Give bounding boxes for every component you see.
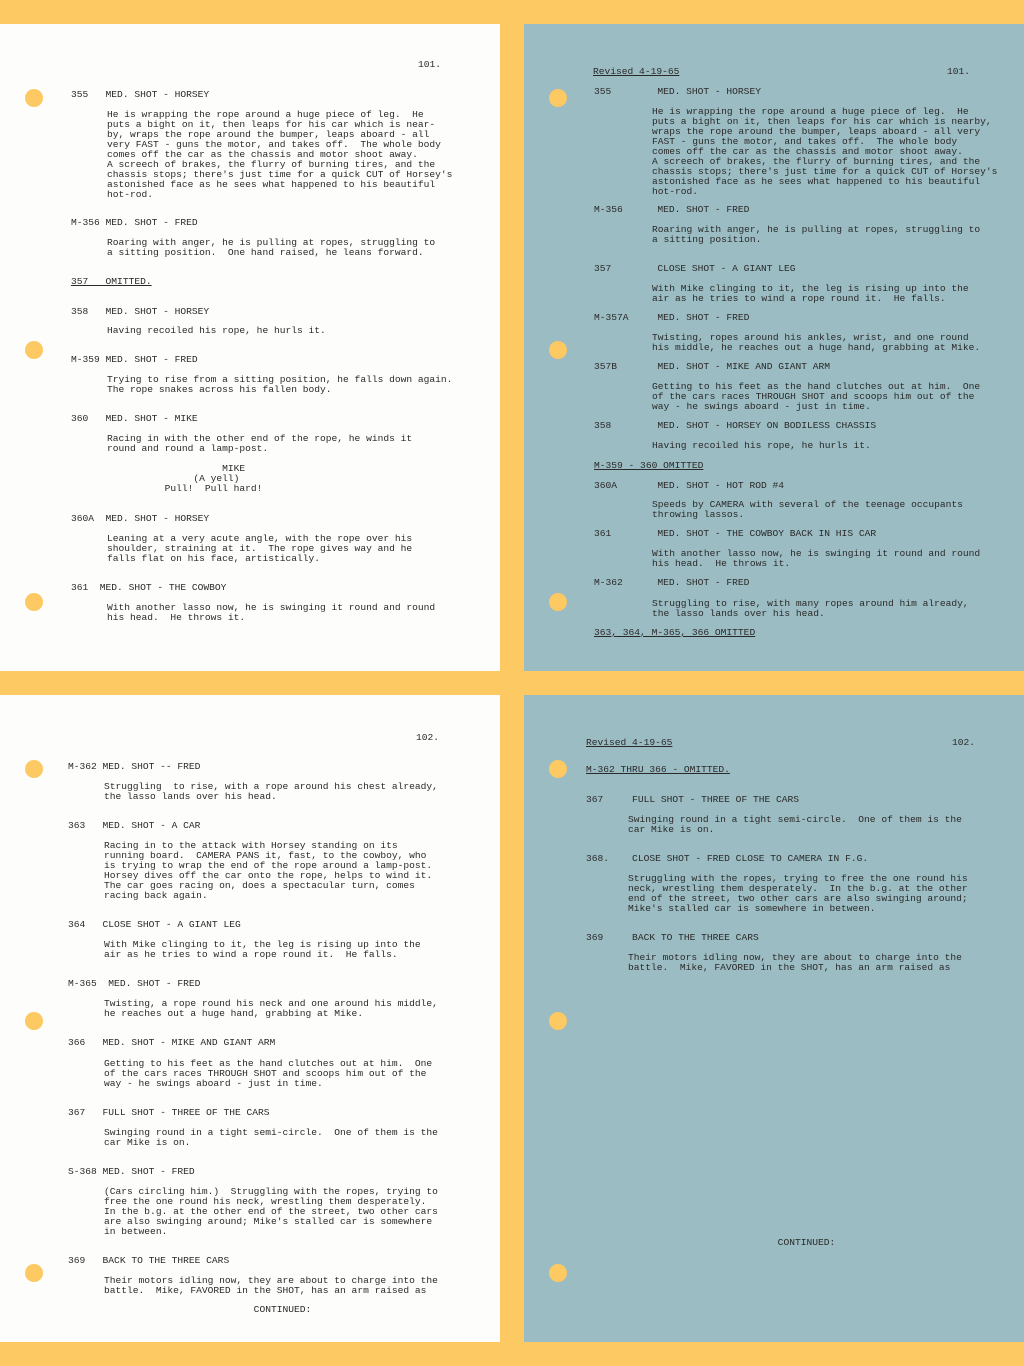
script-page-102-revised <box>524 695 1024 1342</box>
scene-heading: 366 MED. SHOT - MIKE AND GIANT ARM <box>68 1037 276 1048</box>
action-text: Struggling to rise, with many ropes around him already, the lasso lands over his head. <box>652 598 969 619</box>
scene-heading: 368. CLOSE SHOT - FRED CLOSE TO CAMERA IN F.G. <box>586 853 869 864</box>
action-text: CONTINUED: <box>628 1237 836 1248</box>
binder-hole <box>25 1264 43 1282</box>
scene-heading: 360A MED. SHOT - HORSEY <box>71 513 210 524</box>
scene-heading: 369 BACK TO THE THREE CARS <box>586 932 759 943</box>
action-text: Struggling with the ropes, trying to free the one round his neck, wrestling them desperately. In the b.g. at the other end of the street, two other cars are also swinging around; Mike's stalled car is somewhere in between. <box>628 873 968 914</box>
action-text: Swinging round in a tight semi-circle. One of them is the car Mike is on. <box>104 1127 438 1148</box>
scene-heading: 355 MED. SHOT - HORSEY <box>594 86 761 97</box>
action-text: He is wrapping the rope around a huge piece of leg. He puts a bight on it, then leaps for his car which is nearby, wraps the rope around the bumper, leaps aboard - all very FAST - guns the motor, and takes off. The whole body comes off the car as the chassis and motor shoot away. A screech of brakes, the flurry of burning tires, and the chassis stops; there's just time for a quick CUT of Horsey's astonished face as he sees what happened to his beautiful hot-rod. <box>652 106 998 197</box>
scene-heading: M-365 MED. SHOT - FRED <box>68 978 201 989</box>
page-number: 101. <box>418 59 442 70</box>
page-number: 102. <box>952 737 976 748</box>
script-page-101-original <box>0 24 500 671</box>
action-text: Their motors idling now, they are about to charge into the battle. Mike, FAVORED in the SHOT, has an arm raised as <box>104 1275 438 1296</box>
scene-heading: 357B MED. SHOT - MIKE AND GIANT ARM <box>594 361 831 372</box>
scene-heading: 367 FULL SHOT - THREE OF THE CARS <box>586 794 800 805</box>
action-text: Speeds by CAMERA with several of the teenage occupants throwing lassos. <box>652 499 963 520</box>
scene-heading: 363 MED. SHOT - A CAR <box>68 820 201 831</box>
action-text: Having recoiled his rope, he hurls it. <box>652 440 871 451</box>
page-number: 102. <box>416 732 440 743</box>
action-text: Leaning at a very acute angle, with the rope over his shoulder, straining at it. The rope gives way and he falls flat on his face, artistically. <box>107 533 413 564</box>
action-text: Swinging round in a tight semi-circle. One of them is the car Mike is on. <box>628 814 962 835</box>
scene-heading: M-362 MED. SHOT -- FRED <box>68 761 201 772</box>
action-text: (Cars circling him.) Struggling with the ropes, trying to free the one round his neck, wrestling them desperately. In the b.g. at the other end of the street, two other cars are also swinging around; Mike's stalled car is somewhere in between. <box>104 1186 438 1237</box>
action-text: CONTINUED: <box>104 1304 312 1315</box>
scene-heading: 367 FULL SHOT - THREE OF THE CARS <box>68 1107 270 1118</box>
action-text: Twisting, ropes around his ankles, wrist, and one round his middle, he reaches out a huge hand, grabbing at Mike. <box>652 332 981 353</box>
action-text: Racing in to the attack with Horsey standing on its running board. CAMERA PANS it, fast, to the cowboy, who is trying to wrap the end of the rope around a lamp-post. Horsey dives off the car onto the rope, helps to wind it. The car goes racing on, does a spectacular turn, comes racing back again. <box>104 840 433 901</box>
action-text: Having recoiled his rope, he hurls it. <box>107 325 326 336</box>
binder-hole <box>549 1012 567 1030</box>
scene-heading: 360 MED. SHOT - MIKE <box>71 413 198 424</box>
action-text: He is wrapping the rope around a huge piece of leg. He puts a bight on it, then leaps for his car which is near- by, wraps the rope around the bumper, leaps aboard - all very FAST - guns the motor, and takes off. The whole body comes off the car as the chassis and motor shoot away. A screech of brakes, the flurry of burning tires, and the chassis stops; there's just time for a quick CUT of Horsey's astonished face as he sees what happened to his beautiful hot-rod. <box>107 109 453 200</box>
scene-heading: M-356 MED. SHOT - FRED <box>71 217 198 228</box>
action-text: Roaring with anger, he is pulling at ropes, struggling to a sitting position. One hand raised, he leans forward. <box>107 237 436 258</box>
action-text: Twisting, a rope round his neck and one around his middle, he reaches out a huge hand, grabbing at Mike. <box>104 998 438 1019</box>
scene-heading: 361 MED. SHOT - THE COWBOY <box>71 582 227 593</box>
page-number: 101. <box>947 66 971 77</box>
action-text: Their motors idling now, they are about to charge into the battle. Mike, FAVORED in the SHOT, has an arm raised as <box>628 952 962 973</box>
action-text: Trying to rise from a sitting position, he falls down again. The rope snakes across his fallen body. <box>107 374 453 395</box>
scene-heading: 358 MED. SHOT - HORSEY ON BODILESS CHASSIS <box>594 420 877 431</box>
revision-date: Revised 4-19-65 <box>593 66 680 77</box>
scene-heading: M-359 - 360 OMITTED <box>594 460 704 471</box>
binder-hole <box>549 760 567 778</box>
scene-heading: 360A MED. SHOT - HOT ROD #4 <box>594 480 784 491</box>
scene-heading: 357 CLOSE SHOT - A GIANT LEG <box>594 263 796 274</box>
action-text: With another lasso now, he is swinging it round and round his head. He throws it. <box>107 602 436 623</box>
action-text: Roaring with anger, he is pulling at ropes, struggling to a sitting position. <box>652 224 981 245</box>
action-text: MIKE (A yell) Pull! Pull hard! <box>164 463 263 494</box>
scene-heading: M-362 MED. SHOT - FRED <box>594 577 750 588</box>
revision-date: Revised 4-19-65 <box>586 737 673 748</box>
binder-hole <box>549 89 567 107</box>
action-text: With Mike clinging to it, the leg is rising up into the air as he tries to wind a rope round it. He falls. <box>104 939 421 960</box>
scene-heading: M-359 MED. SHOT - FRED <box>71 354 198 365</box>
scene-heading: 355 MED. SHOT - HORSEY <box>71 89 210 100</box>
scene-heading: 363, 364, M-365, 366 OMITTED <box>594 627 756 638</box>
scene-heading: S-368 MED. SHOT - FRED <box>68 1166 195 1177</box>
script-page-102-original <box>0 695 500 1342</box>
binder-hole <box>25 89 43 107</box>
action-text: Getting to his feet as the hand clutches out at him. One of the cars races THROUGH SHOT and scoops him out of the way - he swings aboard - just in time. <box>104 1058 433 1089</box>
scene-heading: M-362 THRU 366 - OMITTED. <box>586 764 730 775</box>
action-text: Racing in with the other end of the rope, he winds it round and round a lamp-post. <box>107 433 413 454</box>
action-text: Struggling to rise, with a rope around his chest already, the lasso lands over his head. <box>104 781 438 802</box>
binder-hole <box>25 1012 43 1030</box>
binder-hole <box>549 1264 567 1282</box>
action-text: With another lasso now, he is swinging it round and round his head. He throws it. <box>652 548 981 569</box>
binder-hole <box>549 593 567 611</box>
scene-heading: 364 CLOSE SHOT - A GIANT LEG <box>68 919 241 930</box>
script-page-101-revised <box>524 24 1024 671</box>
scene-heading: M-356 MED. SHOT - FRED <box>594 204 750 215</box>
scene-heading: 357 OMITTED. <box>71 276 152 287</box>
scene-heading: M-357A MED. SHOT - FRED <box>594 312 750 323</box>
scene-heading: 361 MED. SHOT - THE COWBOY BACK IN HIS CAR <box>594 528 877 539</box>
binder-hole <box>25 341 43 359</box>
binder-hole <box>549 341 567 359</box>
scene-heading: 358 MED. SHOT - HORSEY <box>71 306 210 317</box>
binder-hole <box>25 760 43 778</box>
action-text: Getting to his feet as the hand clutches out at him. One of the cars races THROUGH SHOT and scoops him out of the way - he swings aboard - just in time. <box>652 381 981 412</box>
scene-heading: 369 BACK TO THE THREE CARS <box>68 1255 230 1266</box>
action-text: With Mike clinging to it, the leg is rising up into the air as he tries to wind a rope round it. He falls. <box>652 283 969 304</box>
binder-hole <box>25 593 43 611</box>
